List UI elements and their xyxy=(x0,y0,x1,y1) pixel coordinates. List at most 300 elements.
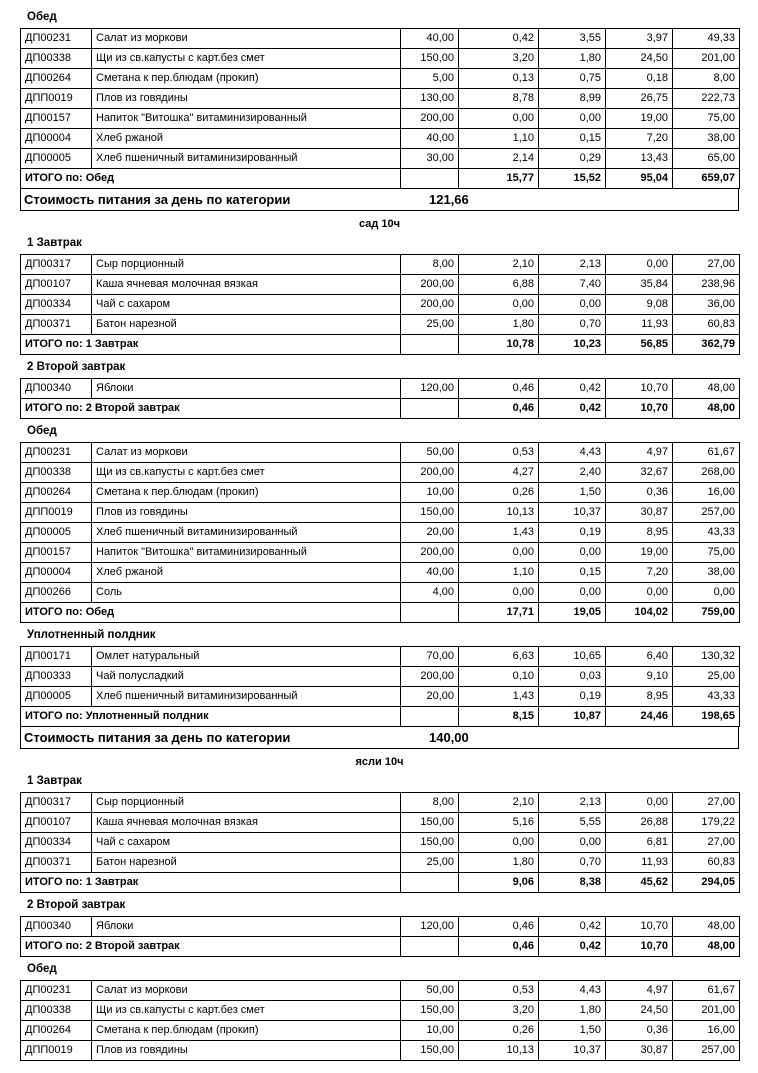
daily-cost-value: 121,66 xyxy=(429,192,469,207)
cell-dish-code: ДП00005 xyxy=(21,523,92,543)
cell-value-2: 1,80 xyxy=(539,1001,606,1021)
cell-value-2: 0,75 xyxy=(539,69,606,89)
cell-value-3: 24,50 xyxy=(606,1001,673,1021)
cell-dish-name: Хлеб ржаной xyxy=(92,129,401,149)
meal-section-title: Обед xyxy=(27,963,57,975)
cell-dish-name: Сметана к пер.блюдам (прокип) xyxy=(92,1021,401,1041)
cell-value-2: 3,55 xyxy=(539,29,606,49)
total-value: 10,87 xyxy=(539,707,606,727)
total-row xyxy=(21,873,740,893)
total-row xyxy=(21,603,740,623)
cell-value-2: 0,70 xyxy=(539,853,606,873)
meal-table xyxy=(20,378,740,419)
cell-quantity: 150,00 xyxy=(401,49,459,69)
cell-quantity: 150,00 xyxy=(401,813,459,833)
cell-value-1: 2,14 xyxy=(459,149,539,169)
total-value: 9,06 xyxy=(459,873,539,893)
cell-value-3: 35,84 xyxy=(606,275,673,295)
cell-value-2: 1,80 xyxy=(539,49,606,69)
total-value: 48,00 xyxy=(673,937,740,957)
cell-dish-code: ДП00264 xyxy=(21,483,92,503)
cell-value-2: 0,15 xyxy=(539,563,606,583)
total-value: 10,23 xyxy=(539,335,606,355)
cell-value-4: 65,00 xyxy=(673,149,740,169)
cell-quantity: 10,00 xyxy=(401,1021,459,1041)
cell-value-1: 0,53 xyxy=(459,443,539,463)
cell-value-1: 0,00 xyxy=(459,295,539,315)
cell-quantity: 200,00 xyxy=(401,463,459,483)
total-value: 15,77 xyxy=(459,169,539,189)
cell-value-4: 60,83 xyxy=(673,853,740,873)
meal-section xyxy=(20,623,739,727)
cell-value-1: 0,53 xyxy=(459,981,539,1001)
dish-row xyxy=(21,981,740,1001)
cell-quantity: 200,00 xyxy=(401,275,459,295)
total-value: 45,62 xyxy=(606,873,673,893)
cell-dish-name: Сметана к пер.блюдам (прокип) xyxy=(92,483,401,503)
cell-quantity: 30,00 xyxy=(401,149,459,169)
cell-value-4: 75,00 xyxy=(673,543,740,563)
total-value: 0,42 xyxy=(539,399,606,419)
cell-value-1: 0,42 xyxy=(459,29,539,49)
cell-quantity: 25,00 xyxy=(401,315,459,335)
cell-value-2: 0,42 xyxy=(539,917,606,937)
total-row xyxy=(21,399,740,419)
cell-value-4: 60,83 xyxy=(673,315,740,335)
total-quantity-empty xyxy=(401,707,459,727)
daily-cost-label: Стоимость питания за день по категории xyxy=(24,730,291,745)
total-label: ИТОГО по: 2 Второй завтрак xyxy=(21,399,401,419)
meal-section-title: 2 Второй завтрак xyxy=(27,899,126,911)
cell-quantity: 200,00 xyxy=(401,667,459,687)
cell-value-3: 0,00 xyxy=(606,255,673,275)
category-header: сад 10ч xyxy=(358,218,401,230)
cell-dish-name: Напиток "Витошка" витаминизированный xyxy=(92,543,401,563)
cell-dish-name: Чай полусладкий xyxy=(92,667,401,687)
cell-value-3: 9,08 xyxy=(606,295,673,315)
cell-dish-name: Хлеб пшеничный витаминизированный xyxy=(92,149,401,169)
cell-quantity: 20,00 xyxy=(401,687,459,707)
cell-dish-name: Омлет натуральный xyxy=(92,647,401,667)
total-row xyxy=(21,335,740,355)
cell-value-2: 10,65 xyxy=(539,647,606,667)
cell-value-2: 10,37 xyxy=(539,1041,606,1061)
cell-value-2: 0,29 xyxy=(539,149,606,169)
cell-value-2: 0,03 xyxy=(539,667,606,687)
cell-quantity: 130,00 xyxy=(401,89,459,109)
dish-row xyxy=(21,29,740,49)
cell-dish-name: Щи из св.капусты с карт.без смет xyxy=(92,463,401,483)
cell-dish-code: ДПП0019 xyxy=(21,1041,92,1061)
cell-value-1: 1,10 xyxy=(459,129,539,149)
cell-value-3: 0,36 xyxy=(606,483,673,503)
cell-dish-name: Сметана к пер.блюдам (прокип) xyxy=(92,69,401,89)
cell-value-1: 6,63 xyxy=(459,647,539,667)
cell-value-4: 43,33 xyxy=(673,687,740,707)
cell-dish-name: Щи из св.капусты с карт.без смет xyxy=(92,1001,401,1021)
cell-dish-code: ДП00371 xyxy=(21,315,92,335)
total-quantity-empty xyxy=(401,399,459,419)
dish-row xyxy=(21,275,740,295)
cell-dish-code: ДП00107 xyxy=(21,813,92,833)
meal-table xyxy=(20,442,740,623)
cell-value-4: 16,00 xyxy=(673,1021,740,1041)
cell-dish-name: Салат из моркови xyxy=(92,29,401,49)
meal-section xyxy=(20,5,739,189)
cell-quantity: 20,00 xyxy=(401,523,459,543)
total-value: 48,00 xyxy=(673,399,740,419)
daily-cost-label: Стоимость питания за день по категории xyxy=(24,192,291,207)
cell-value-3: 4,97 xyxy=(606,981,673,1001)
total-value: 0,42 xyxy=(539,937,606,957)
total-value: 759,00 xyxy=(673,603,740,623)
cell-dish-name: Сыр порционный xyxy=(92,255,401,275)
dish-row xyxy=(21,647,740,667)
cell-dish-code: ДП00157 xyxy=(21,543,92,563)
cell-value-1: 2,10 xyxy=(459,793,539,813)
cell-quantity: 120,00 xyxy=(401,379,459,399)
dish-row xyxy=(21,813,740,833)
cell-value-3: 26,75 xyxy=(606,89,673,109)
cell-value-2: 0,00 xyxy=(539,583,606,603)
cell-value-2: 0,70 xyxy=(539,315,606,335)
cell-value-4: 48,00 xyxy=(673,379,740,399)
total-value: 15,52 xyxy=(539,169,606,189)
cell-dish-code: ДП00264 xyxy=(21,1021,92,1041)
dish-row xyxy=(21,89,740,109)
meal-section xyxy=(20,769,739,893)
cell-value-2: 0,42 xyxy=(539,379,606,399)
cell-quantity: 200,00 xyxy=(401,543,459,563)
cell-quantity: 50,00 xyxy=(401,443,459,463)
total-quantity-empty xyxy=(401,873,459,893)
cell-value-2: 0,00 xyxy=(539,109,606,129)
meal-section-title: Обед xyxy=(27,425,57,437)
cell-dish-name: Каша ячневая молочная вязкая xyxy=(92,813,401,833)
cell-dish-name: Хлеб пшеничный витаминизированный xyxy=(92,687,401,707)
total-label: ИТОГО по: 1 Завтрак xyxy=(21,873,401,893)
cell-quantity: 50,00 xyxy=(401,981,459,1001)
cell-value-3: 7,20 xyxy=(606,563,673,583)
total-value: 362,79 xyxy=(673,335,740,355)
cell-value-1: 0,00 xyxy=(459,833,539,853)
total-value: 95,04 xyxy=(606,169,673,189)
total-row xyxy=(21,169,740,189)
meal-section xyxy=(20,957,739,1061)
cell-value-3: 6,81 xyxy=(606,833,673,853)
dish-row xyxy=(21,109,740,129)
meal-section xyxy=(20,893,739,957)
cell-dish-code: ДП00340 xyxy=(21,379,92,399)
cell-dish-name: Хлеб ржаной xyxy=(92,563,401,583)
total-row xyxy=(21,707,740,727)
cell-value-1: 0,00 xyxy=(459,109,539,129)
cell-quantity: 40,00 xyxy=(401,129,459,149)
cell-quantity: 40,00 xyxy=(401,563,459,583)
cell-dish-code: ДП00266 xyxy=(21,583,92,603)
cell-value-4: 27,00 xyxy=(673,833,740,853)
meal-section-title: 2 Второй завтрак xyxy=(27,361,126,373)
cell-quantity: 4,00 xyxy=(401,583,459,603)
dish-row xyxy=(21,255,740,275)
dish-row xyxy=(21,1001,740,1021)
total-value: 10,70 xyxy=(606,937,673,957)
cell-value-1: 8,78 xyxy=(459,89,539,109)
cell-value-1: 3,20 xyxy=(459,49,539,69)
cell-value-4: 75,00 xyxy=(673,109,740,129)
total-label: ИТОГО по: 1 Завтрак xyxy=(21,335,401,355)
cell-quantity: 150,00 xyxy=(401,503,459,523)
cell-value-2: 0,00 xyxy=(539,833,606,853)
dish-row xyxy=(21,295,740,315)
cell-dish-name: Сыр порционный xyxy=(92,793,401,813)
cell-value-1: 1,80 xyxy=(459,315,539,335)
cell-value-4: 49,33 xyxy=(673,29,740,49)
dish-row xyxy=(21,149,740,169)
cell-dish-name: Батон нарезной xyxy=(92,315,401,335)
dish-row xyxy=(21,49,740,69)
total-label: ИТОГО по: Обед xyxy=(21,169,401,189)
cell-value-3: 10,70 xyxy=(606,379,673,399)
total-value: 104,02 xyxy=(606,603,673,623)
total-quantity-empty xyxy=(401,603,459,623)
cell-dish-code: ДП00004 xyxy=(21,129,92,149)
dish-row xyxy=(21,853,740,873)
cell-dish-name: Чай с сахаром xyxy=(92,295,401,315)
cell-quantity: 8,00 xyxy=(401,793,459,813)
total-value: 8,15 xyxy=(459,707,539,727)
total-value: 8,38 xyxy=(539,873,606,893)
cell-value-3: 9,10 xyxy=(606,667,673,687)
cell-dish-code: ДП00231 xyxy=(21,29,92,49)
cell-value-2: 2,13 xyxy=(539,255,606,275)
dish-row xyxy=(21,583,740,603)
cell-dish-code: ДП00317 xyxy=(21,793,92,813)
cell-dish-code: ДП00334 xyxy=(21,295,92,315)
cell-value-4: 25,00 xyxy=(673,667,740,687)
cell-quantity: 150,00 xyxy=(401,1041,459,1061)
dish-row xyxy=(21,793,740,813)
cell-dish-code: ДП00004 xyxy=(21,563,92,583)
total-value: 0,46 xyxy=(459,399,539,419)
cell-dish-name: Каша ячневая молочная вязкая xyxy=(92,275,401,295)
cell-value-1: 0,46 xyxy=(459,379,539,399)
cell-dish-code: ДП00171 xyxy=(21,647,92,667)
dish-row xyxy=(21,667,740,687)
cell-dish-code: ДП00334 xyxy=(21,833,92,853)
meal-section-title: 1 Завтрак xyxy=(27,775,82,787)
cell-value-4: 201,00 xyxy=(673,49,740,69)
cell-value-1: 3,20 xyxy=(459,1001,539,1021)
cell-value-1: 0,10 xyxy=(459,667,539,687)
meal-section-title: Уплотненный полдник xyxy=(27,629,156,641)
cell-value-3: 11,93 xyxy=(606,315,673,335)
meal-table xyxy=(20,646,740,727)
cell-value-1: 0,26 xyxy=(459,1021,539,1041)
cell-value-3: 10,70 xyxy=(606,917,673,937)
total-quantity-empty xyxy=(401,335,459,355)
cell-value-1: 0,46 xyxy=(459,917,539,937)
cell-value-4: 257,00 xyxy=(673,1041,740,1061)
cell-value-3: 6,40 xyxy=(606,647,673,667)
cell-value-2: 0,00 xyxy=(539,295,606,315)
total-label: ИТОГО по: Обед xyxy=(21,603,401,623)
cell-dish-code: ДП00371 xyxy=(21,853,92,873)
cell-quantity: 10,00 xyxy=(401,483,459,503)
cell-value-3: 7,20 xyxy=(606,129,673,149)
cell-value-4: 238,96 xyxy=(673,275,740,295)
cell-value-4: 27,00 xyxy=(673,255,740,275)
cell-quantity: 8,00 xyxy=(401,255,459,275)
cell-value-2: 0,19 xyxy=(539,523,606,543)
cell-value-2: 2,40 xyxy=(539,463,606,483)
cell-value-1: 1,10 xyxy=(459,563,539,583)
cell-value-3: 0,18 xyxy=(606,69,673,89)
dish-row xyxy=(21,523,740,543)
dish-row xyxy=(21,687,740,707)
dish-row xyxy=(21,833,740,853)
total-value: 19,05 xyxy=(539,603,606,623)
cell-value-2: 7,40 xyxy=(539,275,606,295)
cell-value-1: 6,88 xyxy=(459,275,539,295)
cell-value-2: 1,50 xyxy=(539,1021,606,1041)
cell-value-2: 2,13 xyxy=(539,793,606,813)
cell-dish-code: ДП00231 xyxy=(21,443,92,463)
meal-table xyxy=(20,916,740,957)
total-row xyxy=(21,937,740,957)
cell-value-3: 13,43 xyxy=(606,149,673,169)
cell-dish-name: Соль xyxy=(92,583,401,603)
total-value: 0,46 xyxy=(459,937,539,957)
cell-dish-name: Щи из св.капусты с карт.без смет xyxy=(92,49,401,69)
cell-dish-name: Напиток "Витошка" витаминизированный xyxy=(92,109,401,129)
cell-dish-code: ДП00005 xyxy=(21,149,92,169)
cell-value-4: 38,00 xyxy=(673,563,740,583)
cell-dish-code: ДП00338 xyxy=(21,463,92,483)
cell-value-4: 48,00 xyxy=(673,917,740,937)
cell-value-3: 30,87 xyxy=(606,503,673,523)
cell-dish-code: ДПП0019 xyxy=(21,89,92,109)
dish-row xyxy=(21,463,740,483)
cell-value-2: 4,43 xyxy=(539,981,606,1001)
cell-value-4: 61,67 xyxy=(673,443,740,463)
cell-value-3: 26,88 xyxy=(606,813,673,833)
meal-section-title: 1 Завтрак xyxy=(27,237,82,249)
cell-value-3: 11,93 xyxy=(606,853,673,873)
dish-row xyxy=(21,379,740,399)
total-value: 10,78 xyxy=(459,335,539,355)
cell-value-1: 0,13 xyxy=(459,69,539,89)
cell-dish-name: Плов из говядины xyxy=(92,503,401,523)
meal-table xyxy=(20,792,740,893)
cell-value-1: 4,27 xyxy=(459,463,539,483)
meal-section-title: Обед xyxy=(27,11,57,23)
cell-dish-name: Батон нарезной xyxy=(92,853,401,873)
cell-value-2: 4,43 xyxy=(539,443,606,463)
cell-value-4: 268,00 xyxy=(673,463,740,483)
cell-dish-name: Яблоки xyxy=(92,917,401,937)
cell-quantity: 150,00 xyxy=(401,1001,459,1021)
cell-value-4: 61,67 xyxy=(673,981,740,1001)
cell-dish-code: ДП00340 xyxy=(21,917,92,937)
cell-value-1: 0,00 xyxy=(459,583,539,603)
cell-value-1: 0,00 xyxy=(459,543,539,563)
cell-value-4: 222,73 xyxy=(673,89,740,109)
dish-row xyxy=(21,543,740,563)
dish-row xyxy=(21,1041,740,1061)
total-label: ИТОГО по: 2 Второй завтрак xyxy=(21,937,401,957)
dish-row xyxy=(21,1021,740,1041)
cell-value-2: 0,19 xyxy=(539,687,606,707)
cell-value-4: 257,00 xyxy=(673,503,740,523)
cell-value-4: 8,00 xyxy=(673,69,740,89)
cell-value-4: 27,00 xyxy=(673,793,740,813)
daily-cost-value: 140,00 xyxy=(429,730,469,745)
cell-dish-code: ДП00005 xyxy=(21,687,92,707)
total-quantity-empty xyxy=(401,169,459,189)
dish-row xyxy=(21,129,740,149)
dish-row xyxy=(21,443,740,463)
cell-value-1: 1,80 xyxy=(459,853,539,873)
cell-dish-code: ДП00264 xyxy=(21,69,92,89)
cell-value-3: 30,87 xyxy=(606,1041,673,1061)
cell-quantity: 25,00 xyxy=(401,853,459,873)
cell-value-1: 5,16 xyxy=(459,813,539,833)
daily-cost-row xyxy=(20,189,739,211)
cell-value-3: 19,00 xyxy=(606,109,673,129)
cell-value-2: 8,99 xyxy=(539,89,606,109)
dish-row xyxy=(21,69,740,89)
cell-quantity: 5,00 xyxy=(401,69,459,89)
total-value: 17,71 xyxy=(459,603,539,623)
category-header: ясли 10ч xyxy=(355,756,404,768)
cell-quantity: 40,00 xyxy=(401,29,459,49)
cell-value-1: 1,43 xyxy=(459,523,539,543)
cell-dish-code: ДП00338 xyxy=(21,49,92,69)
cell-dish-code: ДП00231 xyxy=(21,981,92,1001)
cell-value-3: 3,97 xyxy=(606,29,673,49)
meal-section xyxy=(20,355,739,419)
cell-value-4: 38,00 xyxy=(673,129,740,149)
cell-value-3: 32,67 xyxy=(606,463,673,483)
total-value: 56,85 xyxy=(606,335,673,355)
cell-value-4: 36,00 xyxy=(673,295,740,315)
cell-value-3: 0,00 xyxy=(606,583,673,603)
cell-dish-code: ДПП0019 xyxy=(21,503,92,523)
cell-value-3: 8,95 xyxy=(606,523,673,543)
cell-value-3: 24,50 xyxy=(606,49,673,69)
meal-section xyxy=(20,231,739,355)
cell-dish-name: Салат из моркови xyxy=(92,443,401,463)
total-value: 659,07 xyxy=(673,169,740,189)
cell-value-3: 4,97 xyxy=(606,443,673,463)
cell-value-1: 10,13 xyxy=(459,1041,539,1061)
cell-value-2: 0,15 xyxy=(539,129,606,149)
cell-value-3: 8,95 xyxy=(606,687,673,707)
dish-row xyxy=(21,563,740,583)
daily-cost-row xyxy=(20,727,739,749)
cell-dish-code: ДП00333 xyxy=(21,667,92,687)
dish-row xyxy=(21,503,740,523)
cell-value-3: 0,00 xyxy=(606,793,673,813)
cell-value-4: 130,32 xyxy=(673,647,740,667)
cell-value-2: 10,37 xyxy=(539,503,606,523)
dish-row xyxy=(21,483,740,503)
cell-value-4: 16,00 xyxy=(673,483,740,503)
cell-quantity: 200,00 xyxy=(401,295,459,315)
meal-table xyxy=(20,28,740,189)
cell-value-1: 1,43 xyxy=(459,687,539,707)
